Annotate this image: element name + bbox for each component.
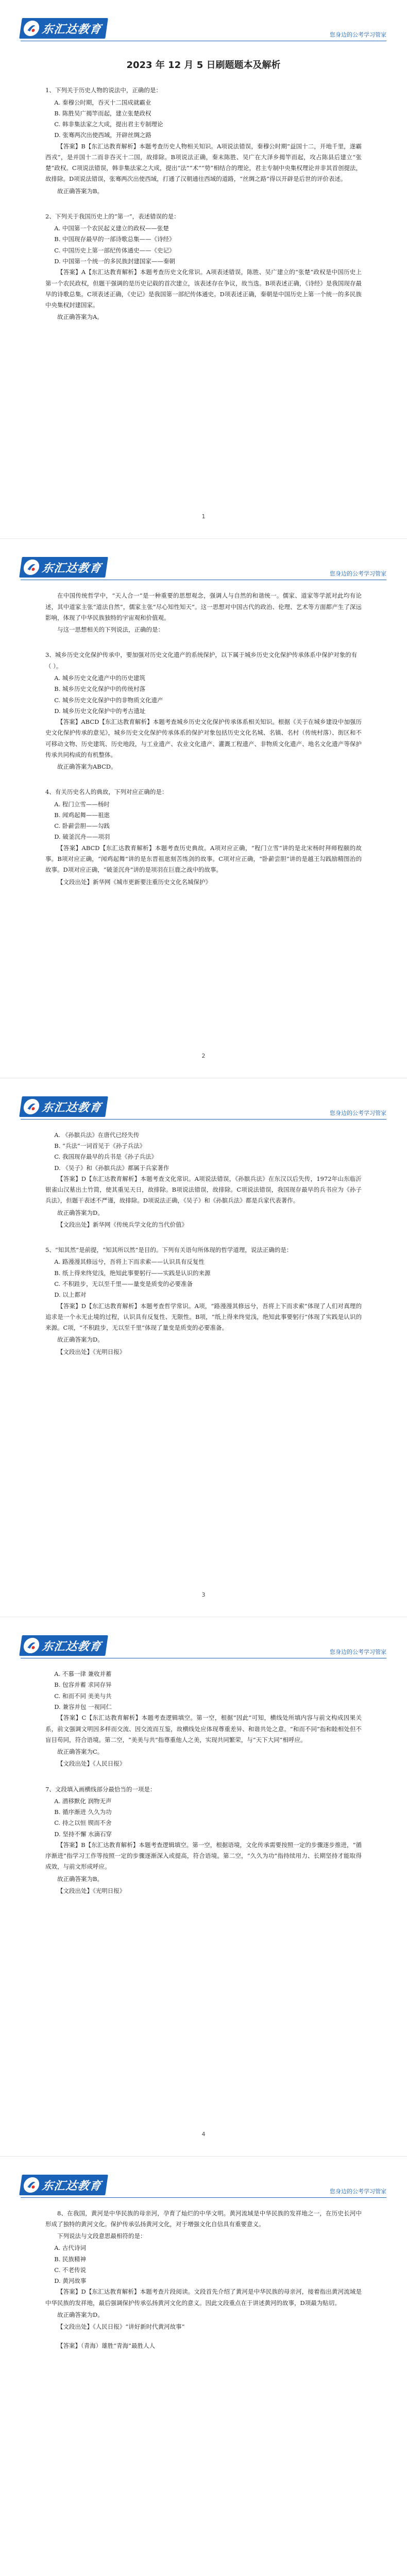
paragraph: 【答案】D【东汇达教育解析】本题考查片段阅读。文段首先介绍了黄河是中华民族的母亲河，接着指出黄河流域是中华民族的发祥地，最后强调保护传承弘扬黄河文化的意义。因此文段重点在于讲述黄河的故事，D项最为贴切。 <box>45 2288 362 2307</box>
document-page-2 <box>0 539 407 1078</box>
question-stem: 4、有关历史名人的典故，下列对应正确的是： <box>45 788 168 796</box>
answer-option: D. 《吴子》和《孙膑兵法》都属于兵家著作 <box>54 1164 169 1172</box>
paragraph: 【答案】ABCD【东汇达教育解析】本题考查历史典故。A项对应正确，“程门立雪”讲的是北宋杨时拜师程颐的故事。B项对应正确，“闻鸡起舞”讲的是东晋祖逖刻苦练剑的故事。C项对应正确，“卧薪尝胆”讲的是越王勾践励精图治的故事。D项对应正确，“破釜沉舟”讲的是项羽在巨鹿之战中的故事。 <box>45 844 362 874</box>
answer-option: B. 纸上得来终觉浅，绝知此事要躬行——实践是认识的来源 <box>54 1269 211 1277</box>
answer-option: B. 陈胜吴广揭竿而起，建立张楚政权 <box>54 109 151 117</box>
page-header <box>21 14 386 41</box>
paragraph: 【答案】C【东汇达教育解析】本题考查逻辑填空。第一空，根据“因此”可知，横线处所填内容与前文构成因果关系，前文强调文明因多样而交流、因交流而互鉴，故横线处应体现尊重差异、和谐共处之意。“和而不同”指和睦相处但不盲目苟同，符合语境。第二空，“美美与共”指尊重他人之美，实现共同繁荣，与“天下大同”相呼应。 <box>45 1714 362 1743</box>
paragraph: 【文段出处】新华网《城市更新要注重历史文化名城保护》 <box>57 878 211 886</box>
answer-option: A. 秦穆公时期，吞灭十二国成就霸业 <box>54 98 151 106</box>
paragraph: 【文段出处】《人民日报》“讲好新时代黄河故事” <box>57 2323 185 2331</box>
question-stem: 1、下列关于历史人物的说法中，正确的是： <box>45 87 162 94</box>
paragraph: 故正确答案为B。 <box>57 187 103 195</box>
document-page-5 <box>0 2157 407 2576</box>
brand-logo <box>19 1096 108 1117</box>
section-gap <box>45 2333 362 2341</box>
answer-option: D. 破釜沉舟——项羽 <box>54 833 110 841</box>
document-page-4 <box>0 1617 407 2156</box>
answer-option: C. 卧薪尝胆——勾践 <box>54 822 110 830</box>
page-number: 1 <box>201 513 206 520</box>
paragraph: 【答案】D【东汇达教育解析】本题考查哲学常识。A项，“路漫漫其修远兮，吾将上下而求索”体现了人们对真理的追求是一个永无止境的过程，认识具有反复性、无限性。B项，“纸上得来终觉浅，绝知此事要躬行”体现了实践是认识的来源。C项，“不积跬步，无以至千里”体现了量变是质变的必要准备。 <box>45 1302 362 1332</box>
header-slogan: 您身边的公考学习管家 <box>330 1649 386 1656</box>
page-header <box>21 1632 386 1658</box>
brand-logo <box>19 2175 108 2195</box>
section-gap <box>45 198 362 205</box>
logo-emblem-icon <box>23 2177 40 2193</box>
answer-option: C. 不积跬步，无以至千里——量变是质变的必要准备 <box>54 1280 193 1287</box>
answer-option: D. 以上都对 <box>54 1291 87 1299</box>
logo-text: 东汇达教育 <box>41 1101 103 1114</box>
page-number: 4 <box>201 2130 206 2138</box>
logo-emblem-icon <box>23 21 40 36</box>
paragraph: 8、在我国，黄河是中华民族的母亲河，孕育了灿烂的中华文明。黄河流域是中华民族的发祥地之一，在历史长河中形成了独特的黄河文化。保护传承弘扬黄河文化，对于增强文化自信具有重要意义。 <box>45 2209 362 2228</box>
paragraph: 故正确答案为A。 <box>57 313 103 321</box>
paragraph: 故正确答案为ABCD。 <box>57 763 117 771</box>
page-body <box>45 2208 362 2576</box>
answer-option: A. 城乡历史文化遗产中的历史建筑 <box>54 674 145 682</box>
paragraph: 与这一思想相关的下列说法，正确的是： <box>57 626 164 634</box>
answer-option: C. 中国历史上第一部纪传体通史——《史记》 <box>54 246 175 254</box>
question-stem: 5、“知其然”是前提，“知其所以然”是目的。下列有关语句所体现的哲学道理，说法正确的是： <box>45 1246 293 1254</box>
logo-emblem-icon <box>23 560 40 575</box>
header-slogan: 您身边的公考学习管家 <box>330 570 386 578</box>
page-body <box>45 52 362 497</box>
logo-emblem-icon <box>23 1099 40 1114</box>
logo-text: 东汇达教育 <box>41 2179 103 2193</box>
brand-logo <box>19 1635 108 1656</box>
brand-logo <box>19 18 108 39</box>
paragraph: 【答案】B【东汇达教育解析】本题考查历史人物相关知识。A项说法错误，秦穆公时期“益国十二，开地千里，遂霸西戎”，是并国十二而非吞灭十二国，故排除。B项说法正确，秦末陈胜、吴广在大泽乡揭竿而起，攻占陈县后建立“张楚”政权。C项说法错误，韩非集法家之大成，提出“法”“术”“势”相结合的理论，君主专制中央集权理论并非其首创提法，故排除。D项说法错误，张骞两次出使西域，打通了汉朝通往西域的道路，“丝绸之路”得以开辟是后世的评价表述。 <box>45 142 362 183</box>
answer-option: C. 持之以恒 锲而不舍 <box>54 1819 112 1827</box>
answer-option: B. 中国现存最早的一部诗歌总集——《诗经》 <box>54 235 175 243</box>
answer-option: A. 古代诗词 <box>54 2244 86 2252</box>
header-slogan: 您身边的公考学习管家 <box>330 1109 386 1116</box>
paragraph: 故正确答案为B。 <box>57 1875 103 1883</box>
paragraph: 【答案】A【东汇达教育解析】本题考查历史文化常识。A项表述错误，陈胜、吴广建立的“张楚”政权是中国历史上第一个农民政权，但题干强调的是历史记载的首次建立，该表述存在争议，故当选。B项表述正确，《诗经》是我国现存最早的诗歌总集。C项表述正确，《史记》是我国第一部纪传体通史。D项表述正确，秦朝是中国历史上第一个统一的多民族中央集权封建国家。 <box>45 268 362 309</box>
question-stem: 7、文段填入画横线部分最恰当的一项是： <box>45 1785 156 1793</box>
paragraph: 在中国传统哲学中，“天人合一”是一种重要的思想观念，强调人与自然的和谐统一。儒家、道家等学派对此均有论述，其中道家主张“道法自然”，儒家主张“尽心知性知天”。这一思想对中国古代的政治、伦理、艺术等方面都产生了深远影响，体现了中华民族独特的宇宙观和价值观。 <box>45 592 362 621</box>
header-slogan: 您身边的公考学习管家 <box>330 2188 386 2195</box>
paragraph: 【答案】ABCD【东汇达教育解析】本题考查城乡历史文化保护传承体系相关知识。根据《关于在城乡建设中加强历史文化保护传承的意见》，城乡历史文化保护传承体系的保护对象包括历史文化名城、名镇、名村（传统村落）、街区和不可移动文物、历史建筑、历史地段，与工业遗产、农业文化遗产、灌溉工程遗产、非物质文化遗产、地名文化遗产等保护传承共同构成的有机整体。 <box>45 718 362 758</box>
question-stem: 2、下列关于我国历史上的“第一”，表述错误的是： <box>45 212 180 220</box>
page-body <box>45 590 362 1036</box>
paragraph: 故正确答案为D。 <box>57 1209 104 1216</box>
paragraph: 【答案】（青海）雄胜“青海”最胜人人 <box>57 2342 156 2350</box>
logo-text: 东汇达教育 <box>41 1640 103 1653</box>
page-number: 3 <box>201 1591 206 1599</box>
page-header <box>21 2171 386 2198</box>
document-page-1 <box>0 0 407 539</box>
answer-option: D. 中国第一个统一的多民族封建国家——秦朝 <box>54 258 175 265</box>
paragraph: 【文段出处】新华网《传统兵学文化的当代价值》 <box>57 1221 188 1228</box>
document-title: 2023 年 12 月 5 日刷题题本及解析 <box>126 60 281 71</box>
brand-logo <box>19 557 108 578</box>
answer-option: C. 不老传说 <box>54 2266 86 2274</box>
page-number: 2 <box>201 1052 206 1059</box>
section-gap <box>45 773 362 781</box>
answer-option: A. 中国第一个农民起义建立的政权——张楚 <box>54 225 169 232</box>
answer-option: C. 城乡历史文化保护中的非物质文化遗产 <box>54 696 163 704</box>
answer-option: D. 兼容并包 一视同仁 <box>54 1703 112 1710</box>
answer-option: C. 韩非集法家之大成，提出君主专制理论 <box>54 121 163 128</box>
answer-option: B. 闻鸡起舞——祖逖 <box>54 811 110 819</box>
paragraph: 故正确答案为C。 <box>57 1748 104 1756</box>
answer-option: D. 黄河故事 <box>54 2277 87 2285</box>
answer-option: B. 城乡历史文化保护中的传统村落 <box>54 685 146 693</box>
answer-option: C. 我国现存最早的兵书是《孙子兵法》 <box>54 1153 157 1161</box>
answer-option: A. 《孙膑兵法》在唐代已经失传 <box>54 1131 140 1139</box>
section-gap <box>45 1231 362 1239</box>
paragraph: 下列说法与文段意思最相符的是： <box>57 2232 146 2240</box>
answer-option: D. 张骞两次出使西域，开辟丝绸之路 <box>54 131 151 139</box>
paragraph: 【文段出处】《人民日报》 <box>57 1760 126 1768</box>
logo-emblem-icon <box>23 1638 40 1653</box>
logo-text: 东汇达教育 <box>41 23 103 36</box>
answer-option: D. 坚持不懈 水滴石穿 <box>54 1830 112 1838</box>
document-page-3 <box>0 1078 407 1617</box>
section-gap <box>45 636 362 643</box>
paragraph: 【文段出处】《光明日报》 <box>57 1348 126 1355</box>
answer-option: A. 路漫漫其修远兮，吾将上下而求索——认识具有反复性 <box>54 1258 205 1266</box>
answer-option: A. 不慕一律 兼收并蓄 <box>54 1670 112 1678</box>
page-header <box>21 1093 386 1120</box>
paragraph: 【答案】B【东汇达教育解析】本题考查逻辑填空。第一空，根据语境，文化传承需要按照一定的步骤逐步推进，“循序渐进”指学习工作等按照一定的步骤逐渐深入或提高，符合语境。第二空，“久久为功”指持续用力、长期坚持才能取得成效，与前文形成呼应。 <box>45 1841 362 1871</box>
answer-option: C. 和而不同 美美与共 <box>54 1692 112 1700</box>
answer-option: B. 包容并蓄 求同存异 <box>54 1681 112 1689</box>
paragraph: 故正确答案为D。 <box>57 1336 104 1344</box>
paragraph: 【答案】D【东汇达教育解析】本题考查文化常识。A项说法错误，《孙膑兵法》在东汉以后失传，1972年山东临沂银雀山汉墓出土竹简，使其重见天日，故排除。B项说法错误，故排除。C项说法错误，我国现存最早的兵书应为《孙子兵法》，但题干表述不严谨，故排除。D项说法正确，《吴子》和《孙膑兵法》都是兵家代表著作。 <box>45 1175 362 1205</box>
logo-text: 东汇达教育 <box>41 562 103 575</box>
answer-option: B. 民族精神 <box>54 2255 87 2263</box>
answer-option: A. 潜移默化 润物无声 <box>54 1797 112 1805</box>
answer-option: D. 城乡历史文化保护中的考古遗址 <box>54 707 146 715</box>
paragraph: 【文段出处】《光明日报》 <box>57 1887 126 1894</box>
page-body <box>45 1130 362 1575</box>
answer-option: B. “兵法”一词首见于《孙子兵法》 <box>54 1142 146 1150</box>
question-stem: 3、城乡历史文化保护传承中，要加强对历史文化遗产的系统保护，以下属于城乡历史文化保护传承体系中保护对象的有（ ）。 <box>45 651 358 670</box>
paragraph: 故正确答案为D。 <box>57 2311 104 2318</box>
page-body <box>45 1669 362 2114</box>
section-gap <box>45 1771 362 1778</box>
page-header <box>21 553 386 580</box>
header-slogan: 您身边的公考学习管家 <box>330 31 386 38</box>
answer-option: A. 程门立雪——杨时 <box>54 800 110 808</box>
answer-option: B. 循序渐进 久久为功 <box>54 1808 112 1816</box>
